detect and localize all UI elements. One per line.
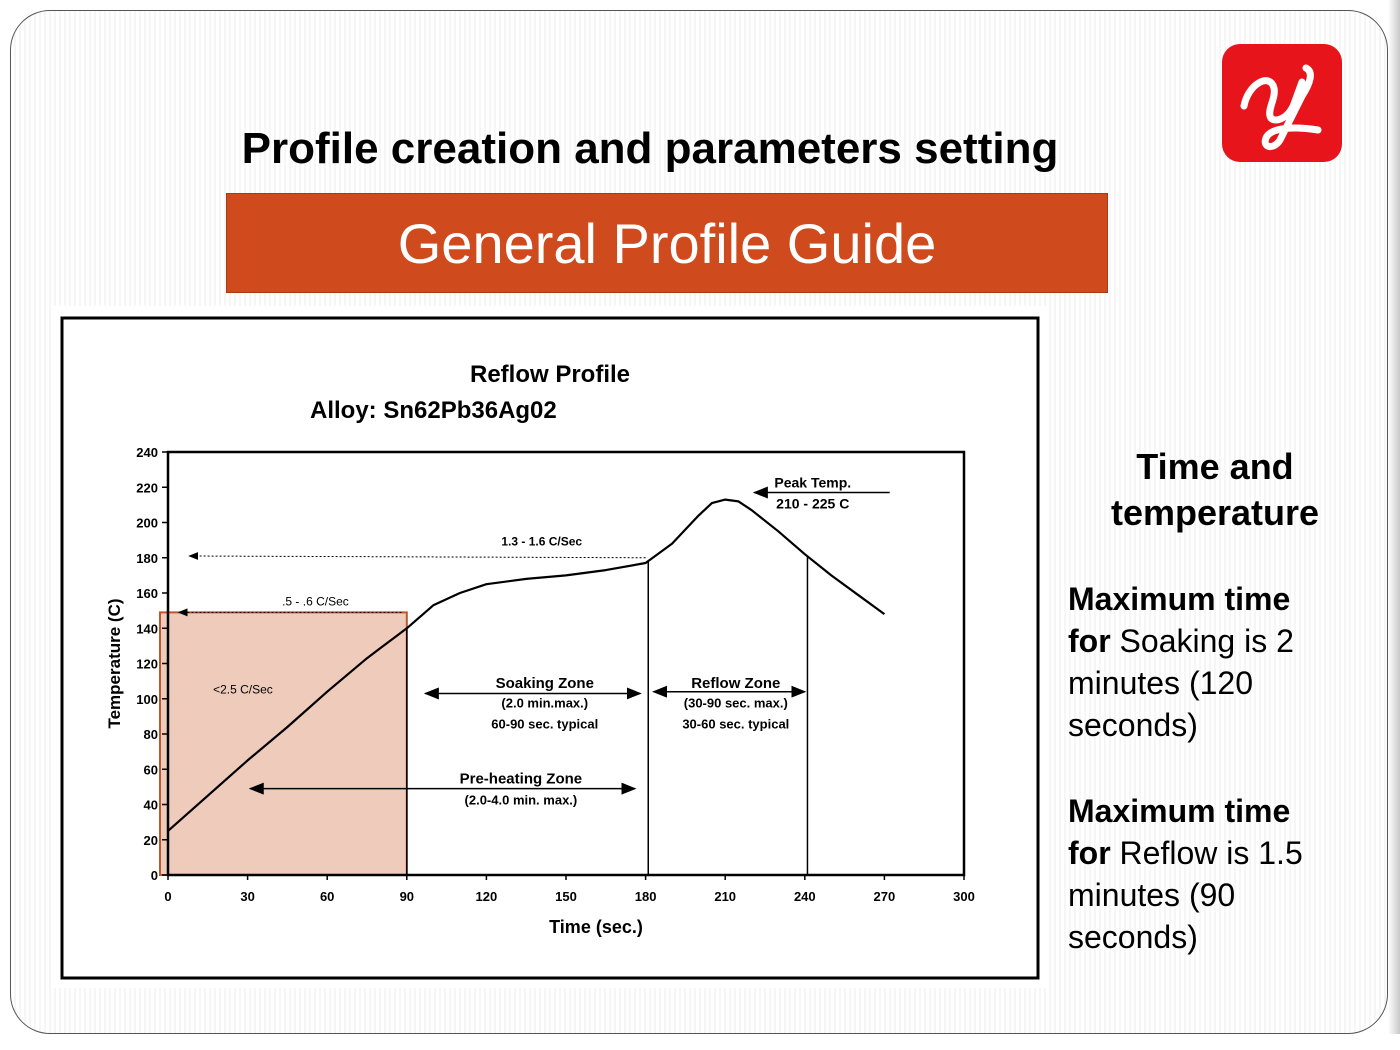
soaking-zone-title: Soaking Zone [495, 675, 594, 693]
note1-bold-line2: for [1068, 623, 1111, 659]
preheat-highlight-region [160, 612, 407, 875]
y-tick-label: 240 [136, 445, 158, 460]
reflow-chart-panel [52, 306, 1048, 988]
y-tick-label: 120 [136, 656, 158, 672]
peak-temp-label: Peak Temp. [774, 474, 852, 491]
x-tick-label: 120 [475, 889, 498, 904]
x-tick-label: 60 [319, 889, 335, 904]
x-tick-label: 30 [240, 889, 255, 904]
note2-bold-line1: Maximum time [1068, 793, 1291, 829]
chart-title: Reflow Profile [469, 361, 631, 388]
rate-mid-label: .5 - .6 C/Sec [282, 594, 349, 609]
note1-line4: seconds) [1068, 707, 1198, 743]
note2-line3: minutes (90 [1068, 877, 1236, 913]
reflow-zone-line2: 30-60 sec. typical [682, 716, 790, 732]
note2-bold-line2: for [1068, 835, 1111, 871]
y-tick-label: 0 [150, 868, 158, 883]
reflow-chart [52, 306, 1048, 988]
page-title: Profile creation and parameters setting [241, 124, 1059, 173]
x-tick-label: 210 [714, 889, 737, 904]
y-tick-label: 180 [136, 550, 158, 566]
note1-line2-rest: Soaking is 2 [1110, 623, 1294, 659]
soaking-zone-line1: (2.0 min.max.) [501, 695, 589, 711]
x-tick-label: 90 [399, 889, 415, 904]
soaking-time-note [1068, 578, 1368, 746]
reflow-time-note [1068, 790, 1368, 958]
logo-glyph [1222, 44, 1342, 162]
y-tick-label: 200 [136, 515, 158, 531]
sidebar-title-line2: temperature [1110, 492, 1320, 533]
note2-line4: seconds) [1068, 919, 1198, 955]
x-tick-label: 300 [953, 889, 975, 904]
x-tick-label: 0 [164, 889, 172, 904]
sidebar-title-line1: Time and [1136, 446, 1294, 487]
x-axis-label: Time (sec.) [549, 917, 643, 937]
peak-temp-range: 210 - 225 C [776, 495, 850, 512]
page-curl-shadow [1388, 0, 1400, 1034]
y-tick-label: 220 [136, 480, 158, 496]
sidebar-title [1080, 444, 1350, 536]
rate-high-label: 1.3 - 1.6 C/Sec [501, 534, 583, 549]
soaking-zone-line2: 60-90 sec. typical [491, 716, 599, 732]
y-tick-label: 160 [136, 586, 158, 601]
preheat-zone-title: Pre-heating Zone [459, 770, 583, 788]
y-tick-label: 20 [143, 832, 158, 848]
y-axis-label: Temperature (C) [105, 598, 124, 729]
y-tick-label: 100 [136, 691, 158, 707]
note1-bold-line1: Maximum time [1068, 581, 1291, 617]
y-tick-label: 40 [143, 797, 158, 813]
preheat-zone-line1: (2.0-4.0 min. max.) [464, 792, 578, 808]
reflow-zone-line1: (30-90 sec. max.) [683, 695, 788, 711]
script-letter-logo-icon [1222, 44, 1342, 162]
note1-line3: minutes (120 [1068, 665, 1253, 701]
x-tick-label: 180 [634, 889, 657, 904]
note2-line2-rest: Reflow is 1.5 [1110, 835, 1303, 871]
y-tick-label: 80 [143, 727, 158, 742]
reflow-zone-title: Reflow Zone [691, 675, 781, 693]
x-tick-label: 270 [873, 889, 896, 904]
x-tick-label: 240 [793, 889, 816, 904]
y-tick-label: 60 [143, 762, 158, 778]
banner-heading: General Profile Guide [226, 193, 1108, 293]
rate-ramp-label: <2.5 C/Sec [213, 682, 273, 697]
x-tick-label: 150 [555, 889, 577, 904]
y-tick-label: 140 [136, 621, 158, 637]
chart-subtitle: Alloy: Sn62Pb36Ag02 [310, 397, 557, 424]
